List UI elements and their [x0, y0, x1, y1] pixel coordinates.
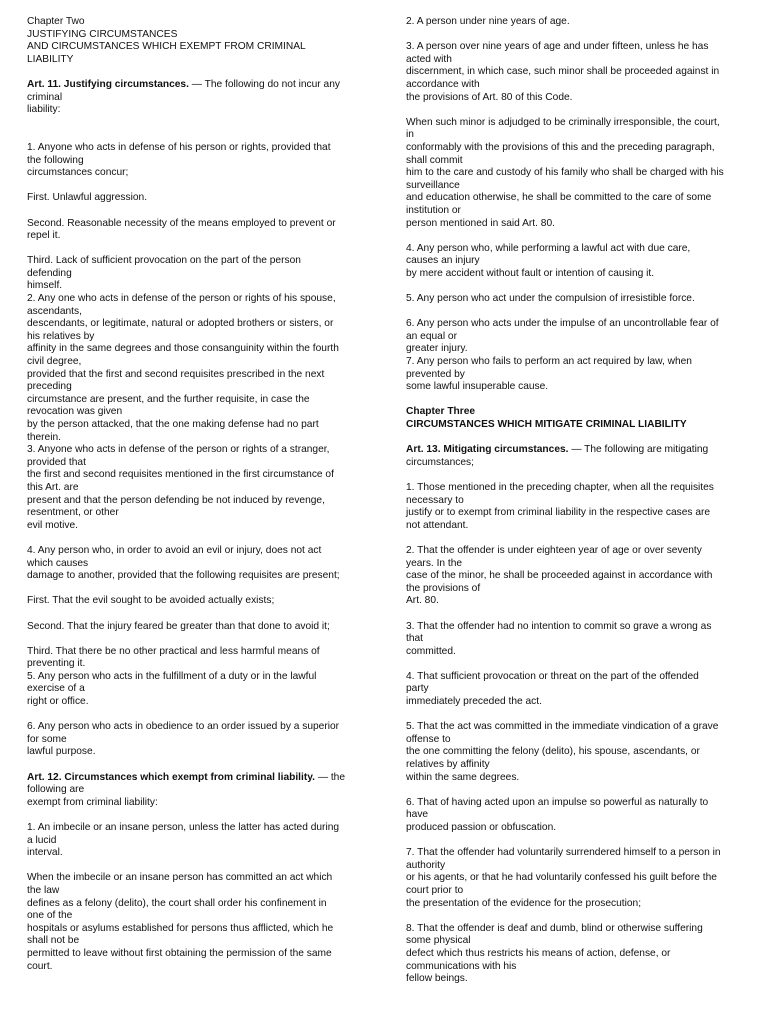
paragraph: 4. Any person who, in order to avoid an evil or injury, does not act which causes damage to another, provided that the following requisites are present;: [27, 544, 340, 582]
art-12-paragraph: [27, 772, 361, 810]
paragraph: First. Unlawful aggression.: [27, 192, 148, 204]
paragraph: 7. That the offender had voluntarily surrendered himself to a person in authority or his agents, or that he had voluntarily confessed his guilt before the court prior to the presentation of the evidence for the prosecution;: [406, 847, 721, 909]
art-12-text: — the following are exempt from criminal liability:: [27, 771, 345, 808]
paragraph: 3. That the offender had no intention to commit so grave a wrong as that committed.: [406, 620, 712, 657]
art-13-text: — The following are mitigating circumstances;: [406, 444, 709, 468]
paragraph: 5. That the act was committed in the immediate vindication of a grave offense to the one committing the felony (delito), his spouse, ascendants, or relatives by affinity within the same degrees.: [406, 721, 719, 783]
paragraph: 3. Anyone who acts in defense of the person or rights of a stranger, provided that the first and second requisites mentioned in the first circumstance of this Art. are present and that the person defending be not induced by revenge, resentment, or other evil motive.: [27, 444, 334, 531]
art-13-paragraph: [406, 444, 742, 469]
paragraph: 2. That the offender is under eighteen year of age or over seventy years. In the case of the minor, he shall be proceeded against in accordance with the provisions of Art. 80.: [406, 544, 713, 607]
paragraph: When such minor is adjudged to be criminally irresponsible, the court, in conformably with the provisions of this and the preceding paragraph, shall commit him to the care and custody of his family who shall be charged with his surveillance and education otherwise, he shall be committed to the care of some institution or person mentioned in said Art. 80.: [406, 116, 724, 229]
paragraph: 4. That sufficient provocation or threat on the part of the offended party immediately preceded the act.: [406, 670, 699, 708]
paragraph: 7. Any person who fails to perform an act required by law, when prevented by some lawful insuperable cause.: [406, 356, 692, 393]
paragraph: 1. Those mentioned in the preceding chapter, when all the requisites necessary to justify or to exempt from criminal liability in the respective cases are not attendant.: [406, 481, 714, 531]
paragraph: 6. That of having acted upon an impulse so powerful as naturally to have produced passion or obfuscation.: [406, 796, 709, 833]
paragraph: 6. Any person who acts in obedience to an order issued by a superior for some lawful purpose.: [27, 721, 340, 758]
paragraph: 3. A person over nine years of age and under fifteen, unless he has acted with discernment, in which case, such minor shall be proceeded against in accordance with the provisions of Art. 80 of this Code.: [406, 41, 720, 103]
paragraph: 4. Any person who, while performing a lawful act with due care, causes an injury by mere accident without fault or intention of causing it.: [406, 242, 691, 279]
paragraph: Third. Lack of sufficient provocation on the part of the person defending himself.: [27, 255, 301, 292]
paragraph: 5. Any person who acts in the fulfillment of a duty or in the lawful exercise of a right or office.: [27, 670, 317, 708]
art-11-text: — The following do not incur any criminal liability:: [27, 78, 340, 116]
paragraph: 1. An imbecile or an insane person, unless the latter has acted during a lucid interval.: [27, 822, 340, 859]
paragraph: 1. Anyone who acts in defense of his person or rights, provided that the following circumstances concur;: [27, 141, 331, 179]
paragraph: First. That the evil sought to be avoided actually exists;: [27, 595, 275, 607]
paragraph: 2. A person under nine years of age.: [406, 16, 570, 27]
chapter-three-heading: [406, 406, 742, 431]
chapter-three-heading-text: Chapter Three CIRCUMSTANCES WHICH MITIGATE CRIMINAL LIABILITY: [406, 406, 687, 430]
art-12-title: Art. 12. Circumstances which exempt from criminal liability.: [27, 771, 315, 783]
paragraph: 2. Any one who acts in defense of the person or rights of his spouse, ascendants, descendants, or legitimate, natural or adopted brothers or sisters, or his relatives by affinity in the same degrees and those consanguinity within the fourth civil degree, provided that the first and second requisites prescribed in the next preceding circumstance are present, and the further requisite, in case the revocation was given by the person attacked, that the one making defense had no part therein.: [27, 293, 339, 443]
paragraph: When the imbecile or an insane person has committed an act which the law defines as a felony (delito), the court shall order his confinement in one of the hospitals or asylums established for persons thus afflicted, which he shall not be permitted to leave without first obtaining the permission of the same court.: [27, 872, 334, 972]
chapter-two-heading: Chapter Two JUSTIFYING CIRCUMSTANCES AND CIRCUMSTANCES WHICH EXEMPT FROM CRIMINAL LIABILITY: [27, 16, 306, 65]
paragraph: Second. Reasonable necessity of the means employed to prevent or repel it.: [27, 217, 336, 242]
paragraph: 5. Any person who act under the compulsion of irresistible force.: [406, 293, 695, 305]
art-11-paragraph: [27, 79, 361, 117]
left-column: [27, 16, 361, 986]
art-13-title: Art. 13. Mitigating circumstances.: [406, 444, 569, 456]
art-11-title: Art. 11. Justifying circumstances.: [27, 78, 189, 90]
paragraph: 6. Any person who acts under the impulse of an uncontrollable fear of an equal or greater injury.: [406, 318, 719, 355]
paragraph: 8. That the offender is deaf and dumb, blind or otherwise suffering some physical defect which thus restricts his means of action, defense, or communications with his fellow beings.: [406, 922, 703, 985]
paragraph: Third. That there be no other practical and less harmful means of preventing it.: [27, 645, 320, 670]
right-column: [406, 16, 742, 998]
paragraph: Second. That the injury feared be greater than that done to avoid it;: [27, 620, 330, 632]
